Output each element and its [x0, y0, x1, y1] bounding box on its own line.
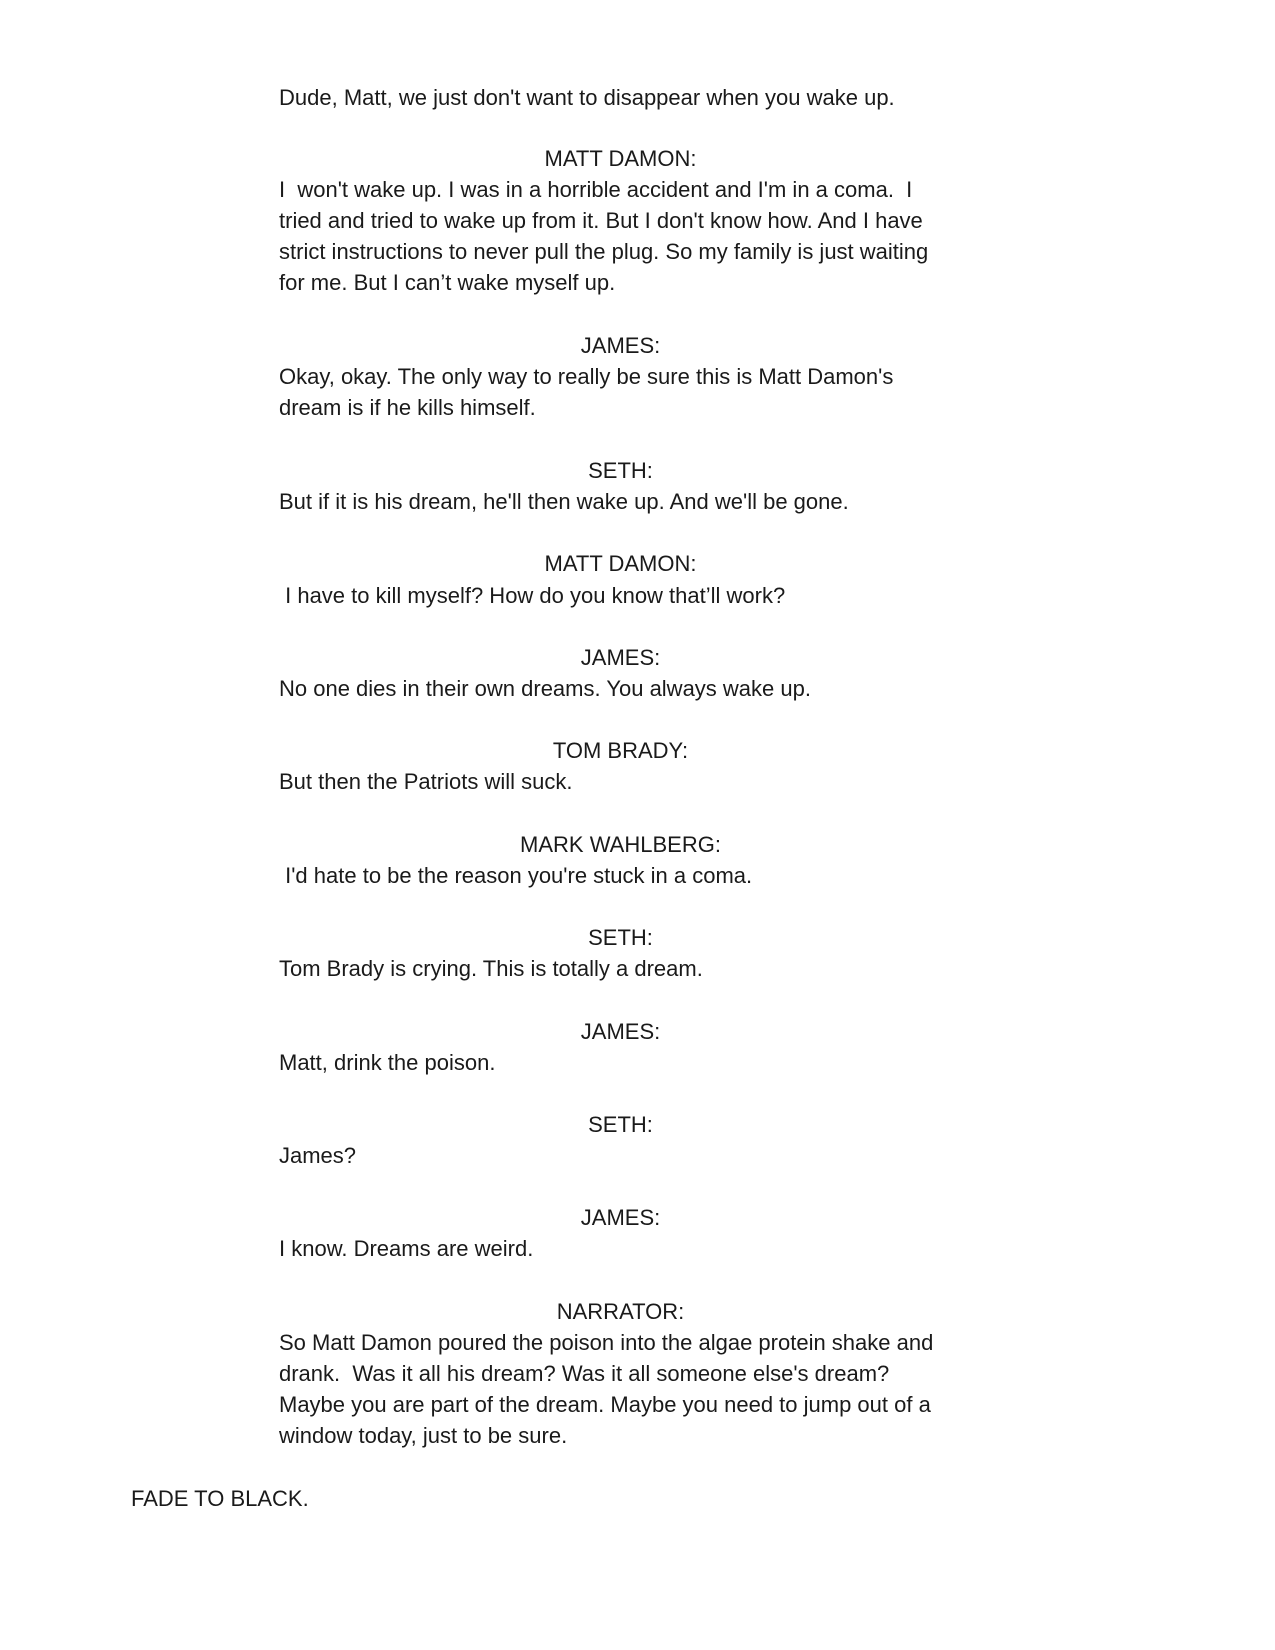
- dialogue-line: Okay, okay. The only way to really be sure this is Matt Damon's: [279, 364, 894, 389]
- dialogue-line: But then the Patriots will suck.: [279, 769, 573, 794]
- transition-fade-to-black: FADE TO BLACK.: [131, 1486, 309, 1511]
- speaker-cue: MATT DAMON:: [544, 551, 697, 576]
- dialogue-line: I know. Dreams are weird.: [279, 1236, 534, 1261]
- speaker-cue: SETH:: [588, 1112, 653, 1137]
- speaker-cue: JAMES:: [580, 1019, 661, 1044]
- dialogue-line: strict instructions to never pull the plug. So my family is just waiting: [279, 239, 929, 264]
- dialogue-line: for me. But I can’t wake myself up.: [279, 270, 616, 295]
- dialogue-line: So Matt Damon poured the poison into the algae protein shake and: [279, 1330, 934, 1355]
- speaker-cue: TOM BRADY:: [552, 738, 689, 763]
- dialogue-line: drank. Was it all his dream? Was it all someone else's dream?: [279, 1361, 890, 1386]
- dialogue-line: window today, just to be sure.: [279, 1423, 568, 1448]
- speaker-cue: SETH:: [588, 458, 653, 483]
- dialogue-line: dream is if he kills himself.: [279, 395, 536, 420]
- dialogue-line: Maybe you are part of the dream. Maybe you need to jump out of a: [279, 1392, 931, 1417]
- dialogue-line: But if it is his dream, he'll then wake up. And we'll be gone.: [279, 489, 849, 514]
- dialogue-line: No one dies in their own dreams. You always wake up.: [279, 676, 811, 701]
- speaker-cue: SETH:: [588, 925, 653, 950]
- speaker-cue: JAMES:: [580, 1205, 661, 1230]
- speaker-cue: NARRATOR:: [556, 1299, 685, 1324]
- dialogue-line: James?: [279, 1143, 357, 1168]
- speaker-cue: JAMES:: [580, 645, 661, 670]
- dialogue-line: Dude, Matt, we just don't want to disappear when you wake up.: [279, 85, 895, 110]
- dialogue-line: Tom Brady is crying. This is totally a dream.: [279, 956, 703, 981]
- dialogue-line: Matt, drink the poison.: [279, 1050, 496, 1075]
- speaker-cue: MATT DAMON:: [544, 146, 697, 171]
- speaker-cue: MARK WAHLBERG:: [520, 832, 721, 857]
- dialogue-line: I won't wake up. I was in a horrible accident and I'm in a coma. I: [279, 177, 913, 202]
- dialogue-line: I'd hate to be the reason you're stuck in a coma.: [279, 863, 753, 888]
- dialogue-line: tried and tried to wake up from it. But I don't know how. And I have: [279, 208, 923, 233]
- dialogue-line: I have to kill myself? How do you know that’ll work?: [279, 583, 786, 608]
- speaker-cue: JAMES:: [580, 333, 661, 358]
